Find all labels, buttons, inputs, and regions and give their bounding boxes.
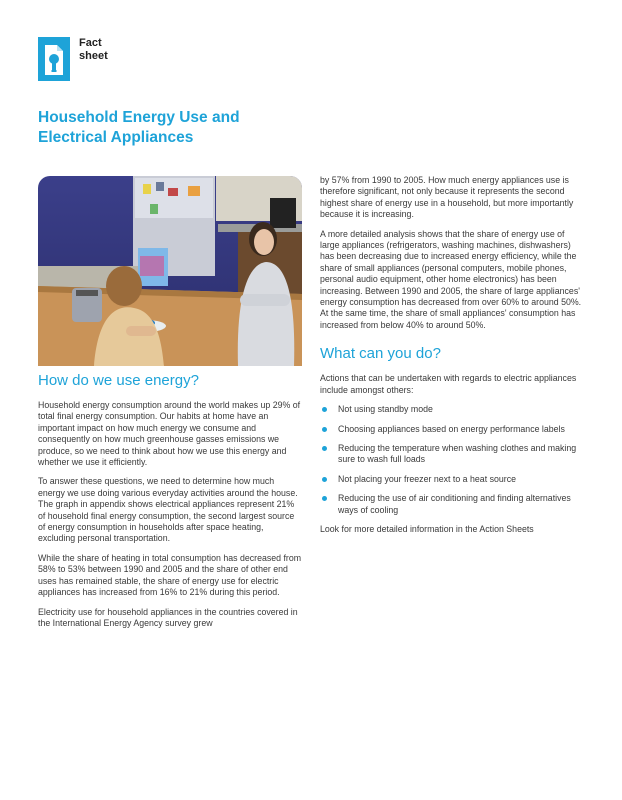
fact-label-line1: Fact (79, 37, 102, 49)
bullet-dot (322, 427, 327, 432)
bullet-dot (322, 407, 327, 412)
fact-sheet-logo (38, 37, 70, 81)
left-paragraph-1: Household energy consumption around the world makes up 29% of total final energy consumption. Our habits at home have an important impact on how much energy we consume and consequently on how much greenhouse gasses emissions we produce, so we need to think about how we use this energy and whether we use it efficiently. (38, 400, 301, 468)
document-bulb-icon (38, 37, 70, 81)
list-item: Reducing the use of air conditioning and finding alternatives ways of cooling (320, 493, 582, 516)
kitchen-illustration (38, 176, 302, 366)
list-item: Reducing the temperature when washing clothes and making sure to wash full loads (320, 443, 582, 466)
right-column (320, 175, 582, 543)
right-paragraph-2: A more detailed analysis shows that the share of energy use of large appliances (refrigerators, washing machines, dishwashers) has been decreasing due to increased energy efficiency, while the share of small appliances (personal computers, mobile phones, personal audio equipment, other home electronics) has been increasing. Between 1990 and 2005, the share of large appliances' energy consumption has decreased from over 60% to around 50%. At the same time, the share of small appliances' consumption has increased from below 40% to around 50%. (320, 228, 582, 330)
left-column (38, 372, 302, 637)
heading-what-can-you-do: What can you do? (320, 345, 441, 363)
bullet-dot (322, 477, 327, 482)
list-item: Not placing your freezer next to a heat source (320, 474, 582, 485)
left-paragraph-4: Electricity use for household appliances in the countries covered in the International Energy Agency survey grew (38, 606, 298, 628)
list-item: Not using standby mode (320, 404, 582, 415)
right-paragraph-1: by 57% from 1990 to 2005. How much energy appliances use is therefore significant, not only because it represents the second highest share of energy use in a household, but more importantly because it is increasing. (320, 175, 574, 220)
left-paragraph-3: While the share of heating in total consumption has decreased from 58% to 53% between 1990 and 2005 and the share of other end uses has remained stable, the share of energy use for electric appliances has increased from 16% to 21% during this period. (38, 552, 302, 598)
fact-label-line2: sheet (79, 50, 108, 62)
actions-outro: Look for more detailed information in the Action Sheets (320, 523, 534, 534)
list-item: Choosing appliances based on energy performance labels (320, 424, 582, 435)
title-line1: Household Energy Use and (38, 109, 240, 126)
fact-sheet-label (79, 37, 108, 63)
page-title (38, 108, 240, 148)
bullet-dot (322, 496, 327, 501)
title-line2: Electrical Appliances (38, 129, 194, 146)
actions-intro: Actions that can be undertaken with regards to electric appliances include amongst others: (320, 373, 577, 395)
bullet-dot (322, 446, 327, 451)
heading-how-do-we-use-energy: How do we use energy? (38, 372, 199, 389)
actions-list (320, 404, 582, 516)
left-paragraph-2: To answer these questions, we need to determine how much energy we use doing various everyday activities around the house. The graph in appendix shows electrical appliances represent 21% of household final energy consumption, the second largest source of energy consumption in households after space heating, excluding personal transportation. (38, 476, 298, 544)
